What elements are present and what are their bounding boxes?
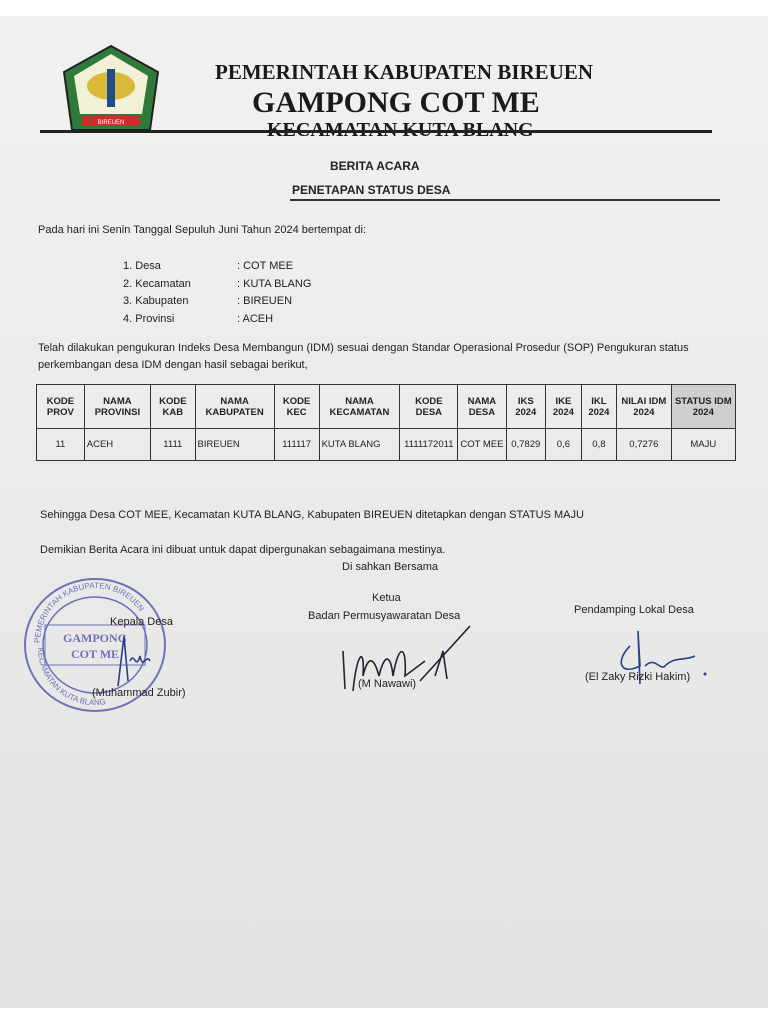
td: 0,7276: [617, 429, 672, 461]
bireuen-logo: [62, 44, 160, 132]
svg-text:BIREUEN: BIREUEN: [97, 120, 125, 126]
letterhead-government: PEMERINTAH KABUPATEN BIREUEN: [215, 60, 594, 84]
th: IKS 2024: [506, 385, 546, 429]
th: KODE KEC: [274, 385, 319, 429]
table-header-row: [37, 385, 736, 429]
td: ACEH: [84, 429, 150, 461]
signatory-role-council: Badan Permusyawaratan Desa: [308, 610, 461, 622]
location-value: : KUTA BLANG: [237, 277, 312, 290]
td: 1111172011: [400, 429, 458, 461]
td: COT MEE: [458, 429, 506, 461]
signatory-name-village-head: (Muhammad Zubir): [92, 687, 186, 699]
signatory-role-facilitator: Pendamping Lokal Desa: [574, 604, 694, 616]
svg-text:KECAMATAN KUTA BLANG: KECAMATAN KUTA BLANG: [35, 647, 107, 708]
td: 0,7829: [506, 429, 546, 461]
table-row: [37, 429, 736, 461]
td: 0,8: [581, 429, 616, 461]
th: NILAI IDM 2024: [617, 385, 672, 429]
svg-text:GAMPONG: GAMPONG: [63, 631, 127, 645]
location-value: : COT MEE: [237, 260, 294, 272]
idm-table: [36, 384, 736, 461]
title-divider: [290, 199, 720, 201]
th: IKL 2024: [581, 385, 616, 429]
td: KUTA BLANG: [319, 429, 400, 461]
ratified-text: Di sahkan Bersama: [342, 561, 438, 573]
th: NAMA DESA: [458, 385, 506, 429]
th: NAMA KECAMATAN: [319, 385, 400, 429]
document-page: [0, 16, 768, 1008]
td: 111117: [274, 429, 319, 461]
th: NAMA KABUPATEN: [195, 385, 274, 429]
intro-text: Pada hari ini Senin Tanggal Sepuluh Juni Tahun 2024 bertempat di:: [38, 224, 367, 236]
svg-text:COT ME: COT ME: [70, 647, 120, 661]
signatory-name-facilitator: (El Zaky Rizki Hakim): [585, 671, 691, 683]
td: 0,6: [546, 429, 582, 461]
td: MAJU: [671, 429, 735, 461]
location-label: 4. Provinsi: [123, 312, 175, 325]
document-subtitle: PENETAPAN STATUS DESA: [292, 183, 451, 197]
signatory-role-village-head: Kepala Desa: [110, 616, 173, 628]
svg-text:PEMERINTAH KABUPATEN BIREUEN: PEMERINTAH KABUPATEN BIREUEN: [32, 580, 146, 644]
th: IKE 2024: [546, 385, 582, 429]
location-value: : BIREUEN: [237, 295, 293, 307]
td: 11: [37, 429, 85, 461]
th: NAMA PROVINSI: [84, 385, 150, 429]
letterhead-village: GAMPONG COT ME: [252, 86, 540, 119]
letterhead-divider: [40, 130, 712, 133]
paragraph-line2: perkembangan desa IDM dengan hasil sebagai berikut,: [38, 359, 308, 371]
location-value: : ACEH: [237, 312, 274, 325]
th: STATUS IDM 2024: [671, 385, 735, 429]
signature-village-head: [110, 631, 160, 691]
th: KODE DESA: [400, 385, 458, 429]
td: BIREUEN: [195, 429, 274, 461]
location-label: 2. Kecamatan: [123, 277, 191, 290]
document-title: BERITA ACARA: [330, 159, 420, 173]
signatory-role-chair: Ketua: [372, 592, 401, 604]
location-label: 3. Kabupaten: [123, 295, 189, 307]
th: KODE PROV: [37, 385, 85, 429]
closing-text: Demikian Berita Acara ini dibuat untuk dapat dipergunakan sebagaimana mestinya.: [40, 544, 446, 556]
td: 1111: [151, 429, 195, 461]
location-label: 1. Desa: [123, 260, 161, 272]
th: KODE KAB: [151, 385, 195, 429]
location-list: [123, 258, 311, 328]
conclusion-text: Sehingga Desa COT MEE, Kecamatan KUTA BLANG, Kabupaten BIREUEN ditetapkan dengan STATUS MAJU: [40, 509, 584, 521]
signatory-name-council-chair: (M Nawawi): [358, 678, 417, 690]
paragraph-line1: Telah dilakukan pengukuran Indeks Desa Membangun (IDM) sesuai dengan Standar Operasional Prosedur (SOP) Pengukuran status: [38, 342, 689, 354]
